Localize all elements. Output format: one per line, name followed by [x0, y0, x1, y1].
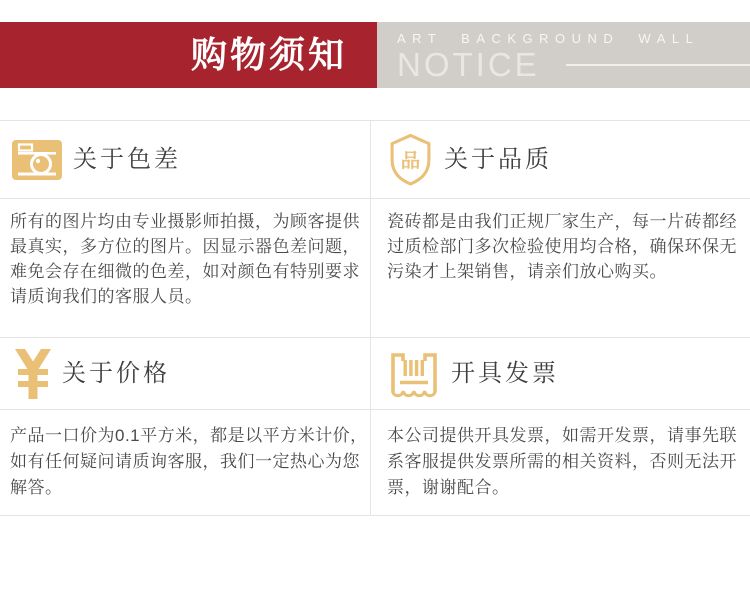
section-invoice-header — [371, 338, 750, 410]
section-body-text: 所有的图片均由专业摄影师拍摄，为顾客提供最真实，多方位的图片。因显示器色差问题，难免会存在细微的色差，如对颜色有特别要求请质询我们的客服人员。 — [10, 212, 360, 306]
camera-icon — [12, 140, 62, 180]
shopping-notice-page — [0, 22, 750, 590]
section-quality-header — [371, 121, 750, 199]
section-price-body — [0, 410, 370, 516]
banner-gray-block — [377, 22, 750, 88]
section-title: 开具发票 — [451, 359, 559, 387]
section-color-difference-body — [0, 199, 370, 338]
banner-subtitle-en: ART BACKGROUND WALL — [397, 31, 700, 46]
notice-grid — [0, 120, 750, 516]
shield-glyph: 品 — [400, 149, 421, 172]
yuan-currency-icon — [15, 349, 51, 399]
section-invoice-body — [371, 410, 750, 516]
header-banner — [0, 22, 750, 88]
grid-column-left — [0, 121, 370, 516]
section-title: 关于价格 — [62, 359, 170, 387]
banner-red-block — [0, 22, 377, 88]
section-title: 关于品质 — [444, 145, 552, 173]
grid-column-right — [370, 121, 750, 516]
banner-notice-en: NOTICE — [397, 46, 540, 83]
section-price-header — [0, 338, 370, 410]
invoice-receipt-icon — [388, 350, 440, 398]
page-title: 购物须知 — [190, 34, 347, 75]
notice-row — [397, 48, 750, 83]
section-title: 关于色差 — [73, 145, 181, 173]
section-body-text: 瓷砖都是由我们正规厂家生产，每一片砖都经过质检部门多次检验使用均合格，确保环保无污染才上架销售，请亲们放心购买。 — [387, 212, 737, 281]
quality-shield-icon — [388, 133, 433, 187]
section-body-text: 产品一口价为0.1平方米，都是以平方米计价，如有任何疑问请质询客服，我们一定热心为您解答。 — [10, 426, 368, 497]
section-body-text: 本公司提供开具发票，如需开发票，请事先联系客服提供发票所需的相关资料，否则无法开票，谢谢配合。 — [387, 426, 737, 497]
section-color-difference-header — [0, 121, 370, 199]
decorative-line — [566, 64, 750, 66]
section-quality-body — [371, 199, 750, 338]
